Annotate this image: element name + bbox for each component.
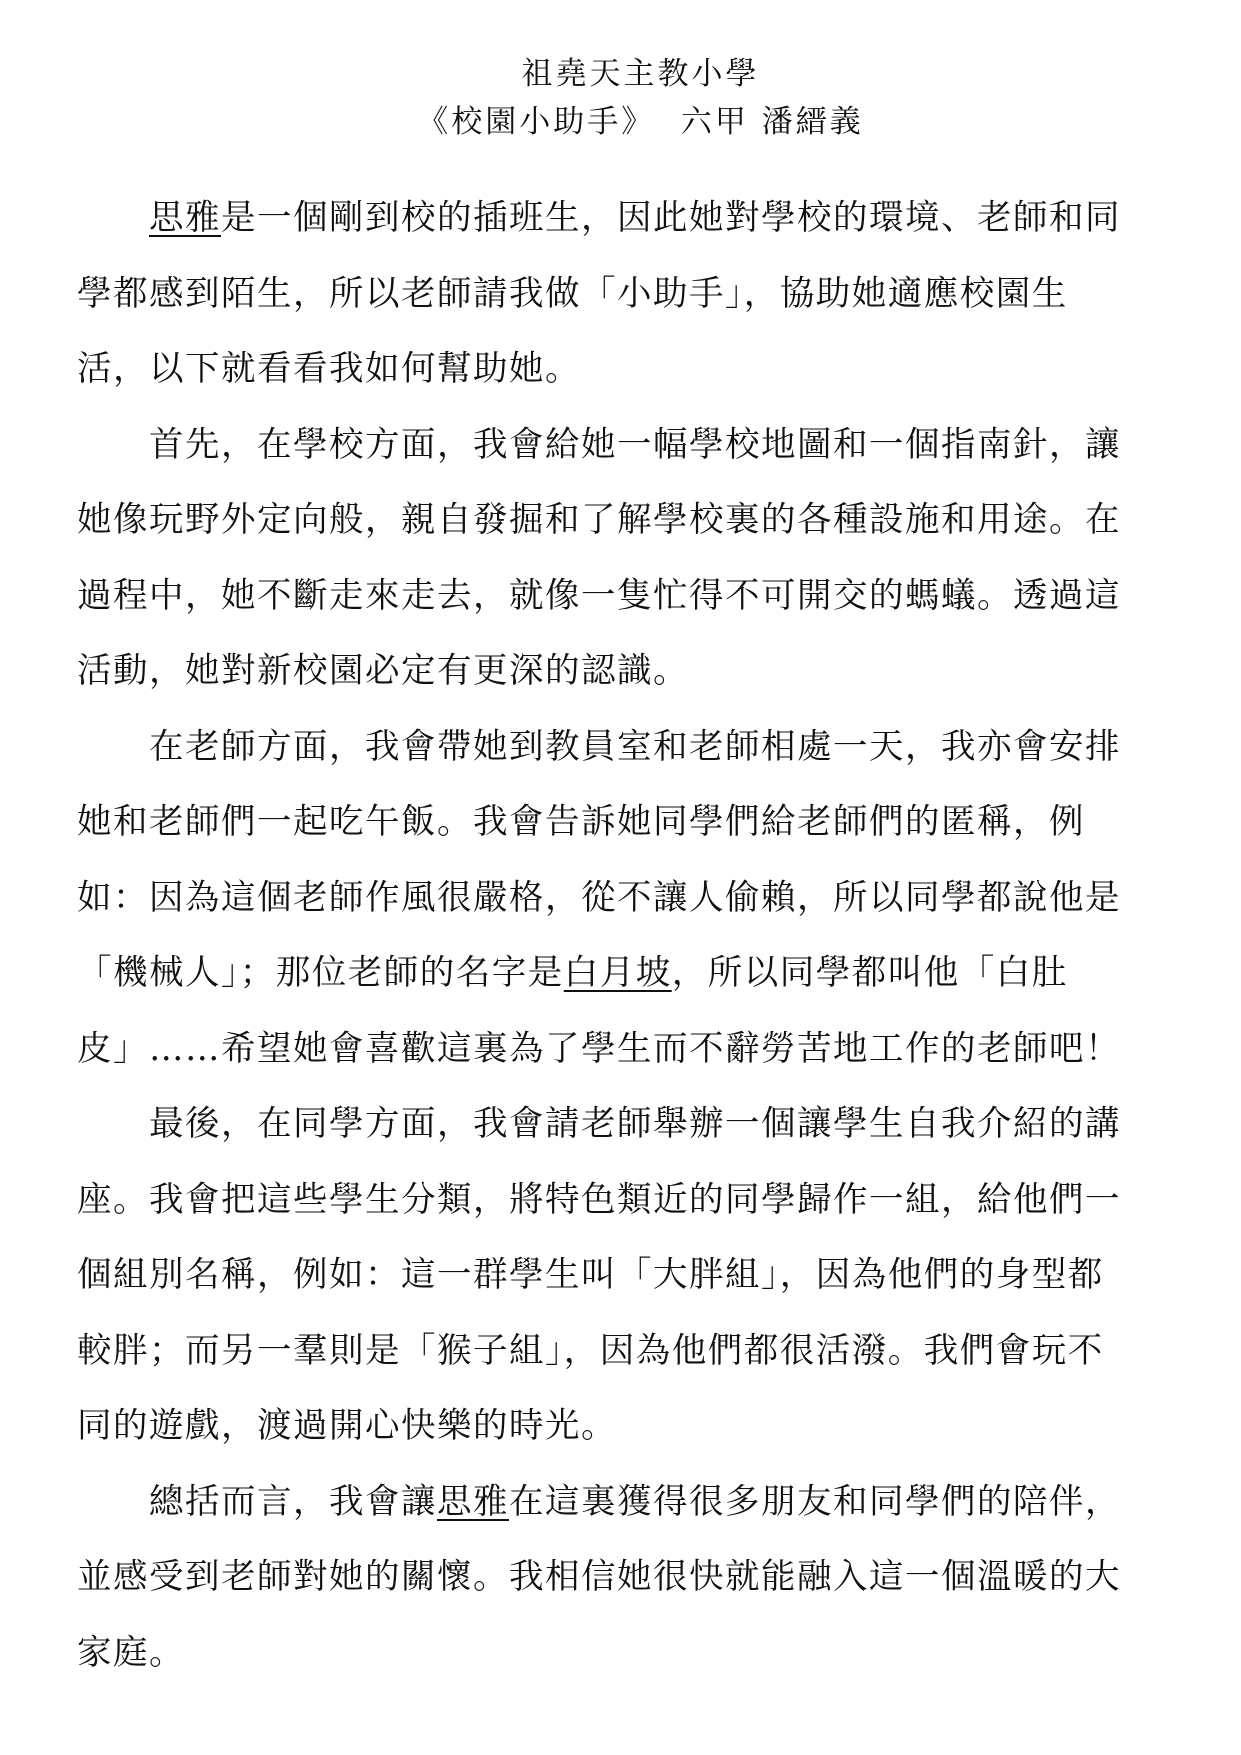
text-segment: 她和老師們一起吃午飯。我會告訴她同學們給老師們的匿稱，例: [77, 802, 1085, 842]
paragraph: [77, 727, 1167, 1105]
text-line: [77, 1104, 1167, 1180]
text-line: [77, 802, 1167, 878]
paragraph: [77, 1482, 1167, 1709]
text-line: [77, 953, 1167, 1029]
text-segment: 過程中，她不斷走來走去，就像一隻忙得不可開交的螞蟻。透過這: [77, 575, 1121, 616]
text-line: [77, 274, 1167, 350]
text-segment: 並感受到老師對她的關懷。我相信她很快就能融入這一個溫暖的大: [77, 1557, 1121, 1597]
text-segment: 活動，她對新校園必定有更深的認識。: [77, 651, 689, 691]
school-name: 祖堯天主教小學: [521, 56, 760, 92]
text-segment: 總括而言，我會讓: [149, 1481, 437, 1522]
proper-name: 白月坡: [563, 953, 672, 993]
text-line: [77, 1482, 1167, 1558]
proper-name: 思雅: [437, 1481, 509, 1522]
essay-title: 《校園小助手》: [417, 104, 656, 140]
text-segment: 在這裏獲得很多朋友和同學們的陪伴，: [509, 1481, 1121, 1522]
proper-name: 思雅: [149, 198, 221, 238]
text-segment: 最後，在同學方面，我會請老師舉辦一個讓學生自我介紹的講: [149, 1104, 1121, 1144]
paragraph: [77, 1104, 1167, 1482]
text-segment: 座。我會把這些學生分類，將特色類近的同學歸作一組，給他們一: [77, 1179, 1121, 1220]
text-segment: 皮」……希望她會喜歡這裏為了學生而不辭勞苦地工作的老師吧！: [77, 1028, 1121, 1069]
text-segment: 較胖；而另一羣則是「猴子組」，因為他們都很活潑。我們會玩不: [77, 1330, 1104, 1371]
text-segment: 個組別名稱，例如：這一群學生叫「大胖組」，因為他們的身型都: [77, 1255, 1104, 1295]
text-line: [77, 878, 1167, 954]
text-line: [77, 727, 1167, 803]
text-segment: 她像玩野外定向般，親自發掘和了解學校裏的各種設施和用途。在: [77, 500, 1121, 540]
text-line: [77, 425, 1167, 501]
text-line: [77, 1331, 1167, 1407]
text-line: [77, 1255, 1167, 1331]
text-line: [77, 651, 1167, 727]
text-segment: 首先，在學校方面，我會給她一幅學校地圖和一個指南針，讓: [149, 424, 1121, 465]
text-segment: 是一個剛到校的插班生，因此她對學校的環境、老師和同: [221, 198, 1121, 238]
text-line: [77, 1406, 1167, 1482]
text-segment: 學都感到陌生，所以老師請我做「小助手」，協助她適應校園生: [77, 273, 1068, 314]
class-name: 六甲: [680, 104, 749, 140]
text-segment: 如：因為這個老師作風很嚴格，從不讓人偷賴，所以同學都說他是: [77, 877, 1121, 918]
text-line: [77, 576, 1167, 652]
text-line: [77, 500, 1167, 576]
text-line: [77, 349, 1167, 425]
text-line: [77, 1029, 1167, 1105]
author-name: 潘縉義: [761, 104, 864, 140]
paragraph: [77, 198, 1167, 425]
text-segment: 同的遊戲，渡過開心快樂的時光。: [77, 1406, 617, 1446]
text-segment: 「機械人」；那位老師的名字是: [77, 953, 564, 993]
text-segment: 活，以下就看看我如何幫助她。: [77, 349, 581, 389]
text-line: [77, 1557, 1167, 1633]
text-segment: 在老師方面，我會帶她到教員室和老師相處一天，我亦會安排: [149, 726, 1121, 767]
essay-title-line: [20, 96, 1241, 141]
text-line: [77, 198, 1167, 274]
text-line: [77, 1633, 1167, 1709]
text-line: [77, 1180, 1167, 1256]
paragraph: [77, 425, 1167, 727]
text-segment: 家庭。: [77, 1632, 185, 1673]
essay-body: [77, 198, 1167, 1708]
text-segment: ，所以同學都叫他「白肚: [671, 953, 1068, 993]
